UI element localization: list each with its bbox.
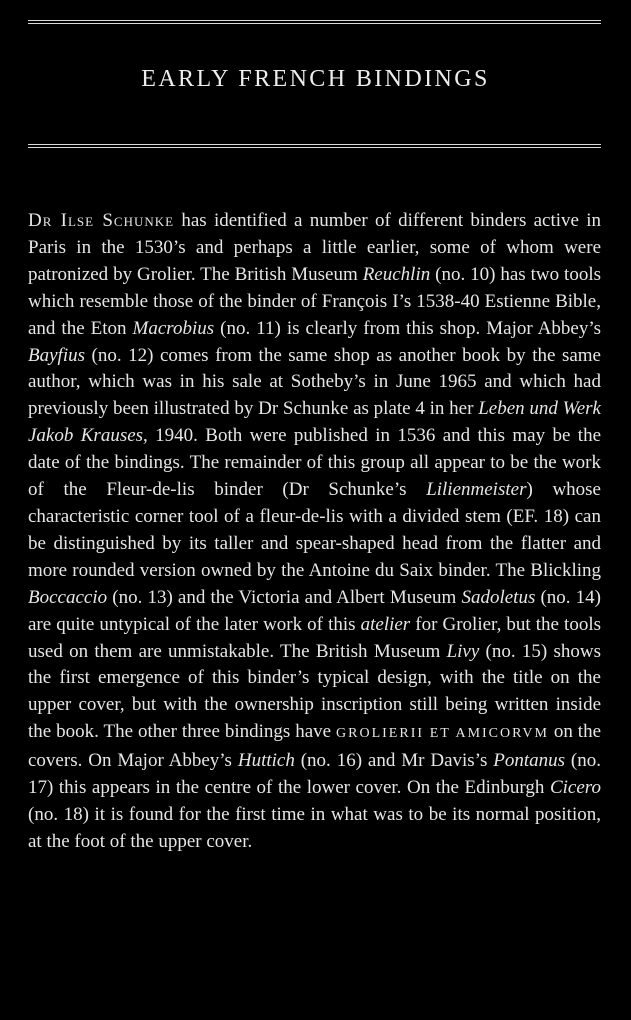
text-run: (no. 18) it is found for the first time in what was to be its normal position, at the foot of the upper cover. <box>28 803 601 852</box>
italic-term: atelier <box>360 613 411 635</box>
top-double-rule <box>28 20 601 24</box>
text-run: has identified a number of different binders active in Paris in the 1530’s and perhaps a little earlier, some of whom were patronized by Grolier. The British Museum <box>28 210 601 285</box>
book-title: Reuchlin <box>362 263 431 285</box>
text-run: (no. 11) is clearly from this shop. Major Abbey’s <box>214 317 602 339</box>
text-run: ) whose characteristic corner tool of a fleur-de-lis with a divided stem (EF. 18) can be distinguished by its taller and spear-shaped head from the flatter and more rounded version owned by the Antoine du Saix binder. The Blickling <box>28 479 601 581</box>
book-title: Sadoletus <box>461 586 536 608</box>
text-run: Dr Ilse Schunke <box>28 210 175 231</box>
book-title: Leben und Werk Jakob Krauses <box>28 398 601 447</box>
text-run: for Grolier, but the tools used on them are unmistakable. The British Museum <box>28 613 602 662</box>
book-title: Macrobius <box>132 317 215 339</box>
text-run: (no. 10) has two tools which resemble those of the binder of François I’s 1538-40 Estienne Bible, and the Eton <box>28 263 601 339</box>
motto-small-caps: GROLIERII ET AMICORVM <box>336 726 549 742</box>
title-underline-double-rule <box>28 144 601 148</box>
book-title: Cicero <box>549 777 601 799</box>
text-run: (no. 17) this appears in the centre of the lower cover. On the Edinburgh <box>28 750 601 799</box>
body-paragraph <box>28 208 601 856</box>
text-run: (no. 12) comes from the same shop as another book by the same author, which was in his sale at Sotheby’s in June 1965 and which had previously been illustrated by Dr Schunke as plate 4 in her <box>28 344 601 420</box>
text-run: (no. 14) are quite untypical of the later work of this <box>28 586 601 635</box>
text-run: on the covers. On Major Abbey’s <box>28 721 602 772</box>
book-title: Huttich <box>237 750 295 772</box>
text-run: (no. 15) shows the first emergence of this binder’s typical design, with the title on the upper cover, but with the ownership inscription still being written inside the book. The other three bindings have <box>28 640 601 743</box>
book-title: Livy <box>446 640 480 662</box>
book-title: Boccaccio <box>28 586 108 608</box>
book-title: Lilienmeister <box>426 479 527 501</box>
text-run: (no. 16) and Mr Davis’s <box>294 750 494 772</box>
book-title: Pontanus <box>493 750 566 772</box>
text-run: , 1940. Both were published in 1536 and this may be the date of the bindings. The remainder of this group all appear to be the work of the Fleur-de-lis binder (Dr Schunke’s <box>28 425 602 501</box>
text-run: (no. 13) and the Victoria and Albert Museum <box>107 586 462 608</box>
book-title: Bayfius <box>28 344 85 366</box>
page-title: EARLY FRENCH BINDINGS <box>141 66 490 92</box>
